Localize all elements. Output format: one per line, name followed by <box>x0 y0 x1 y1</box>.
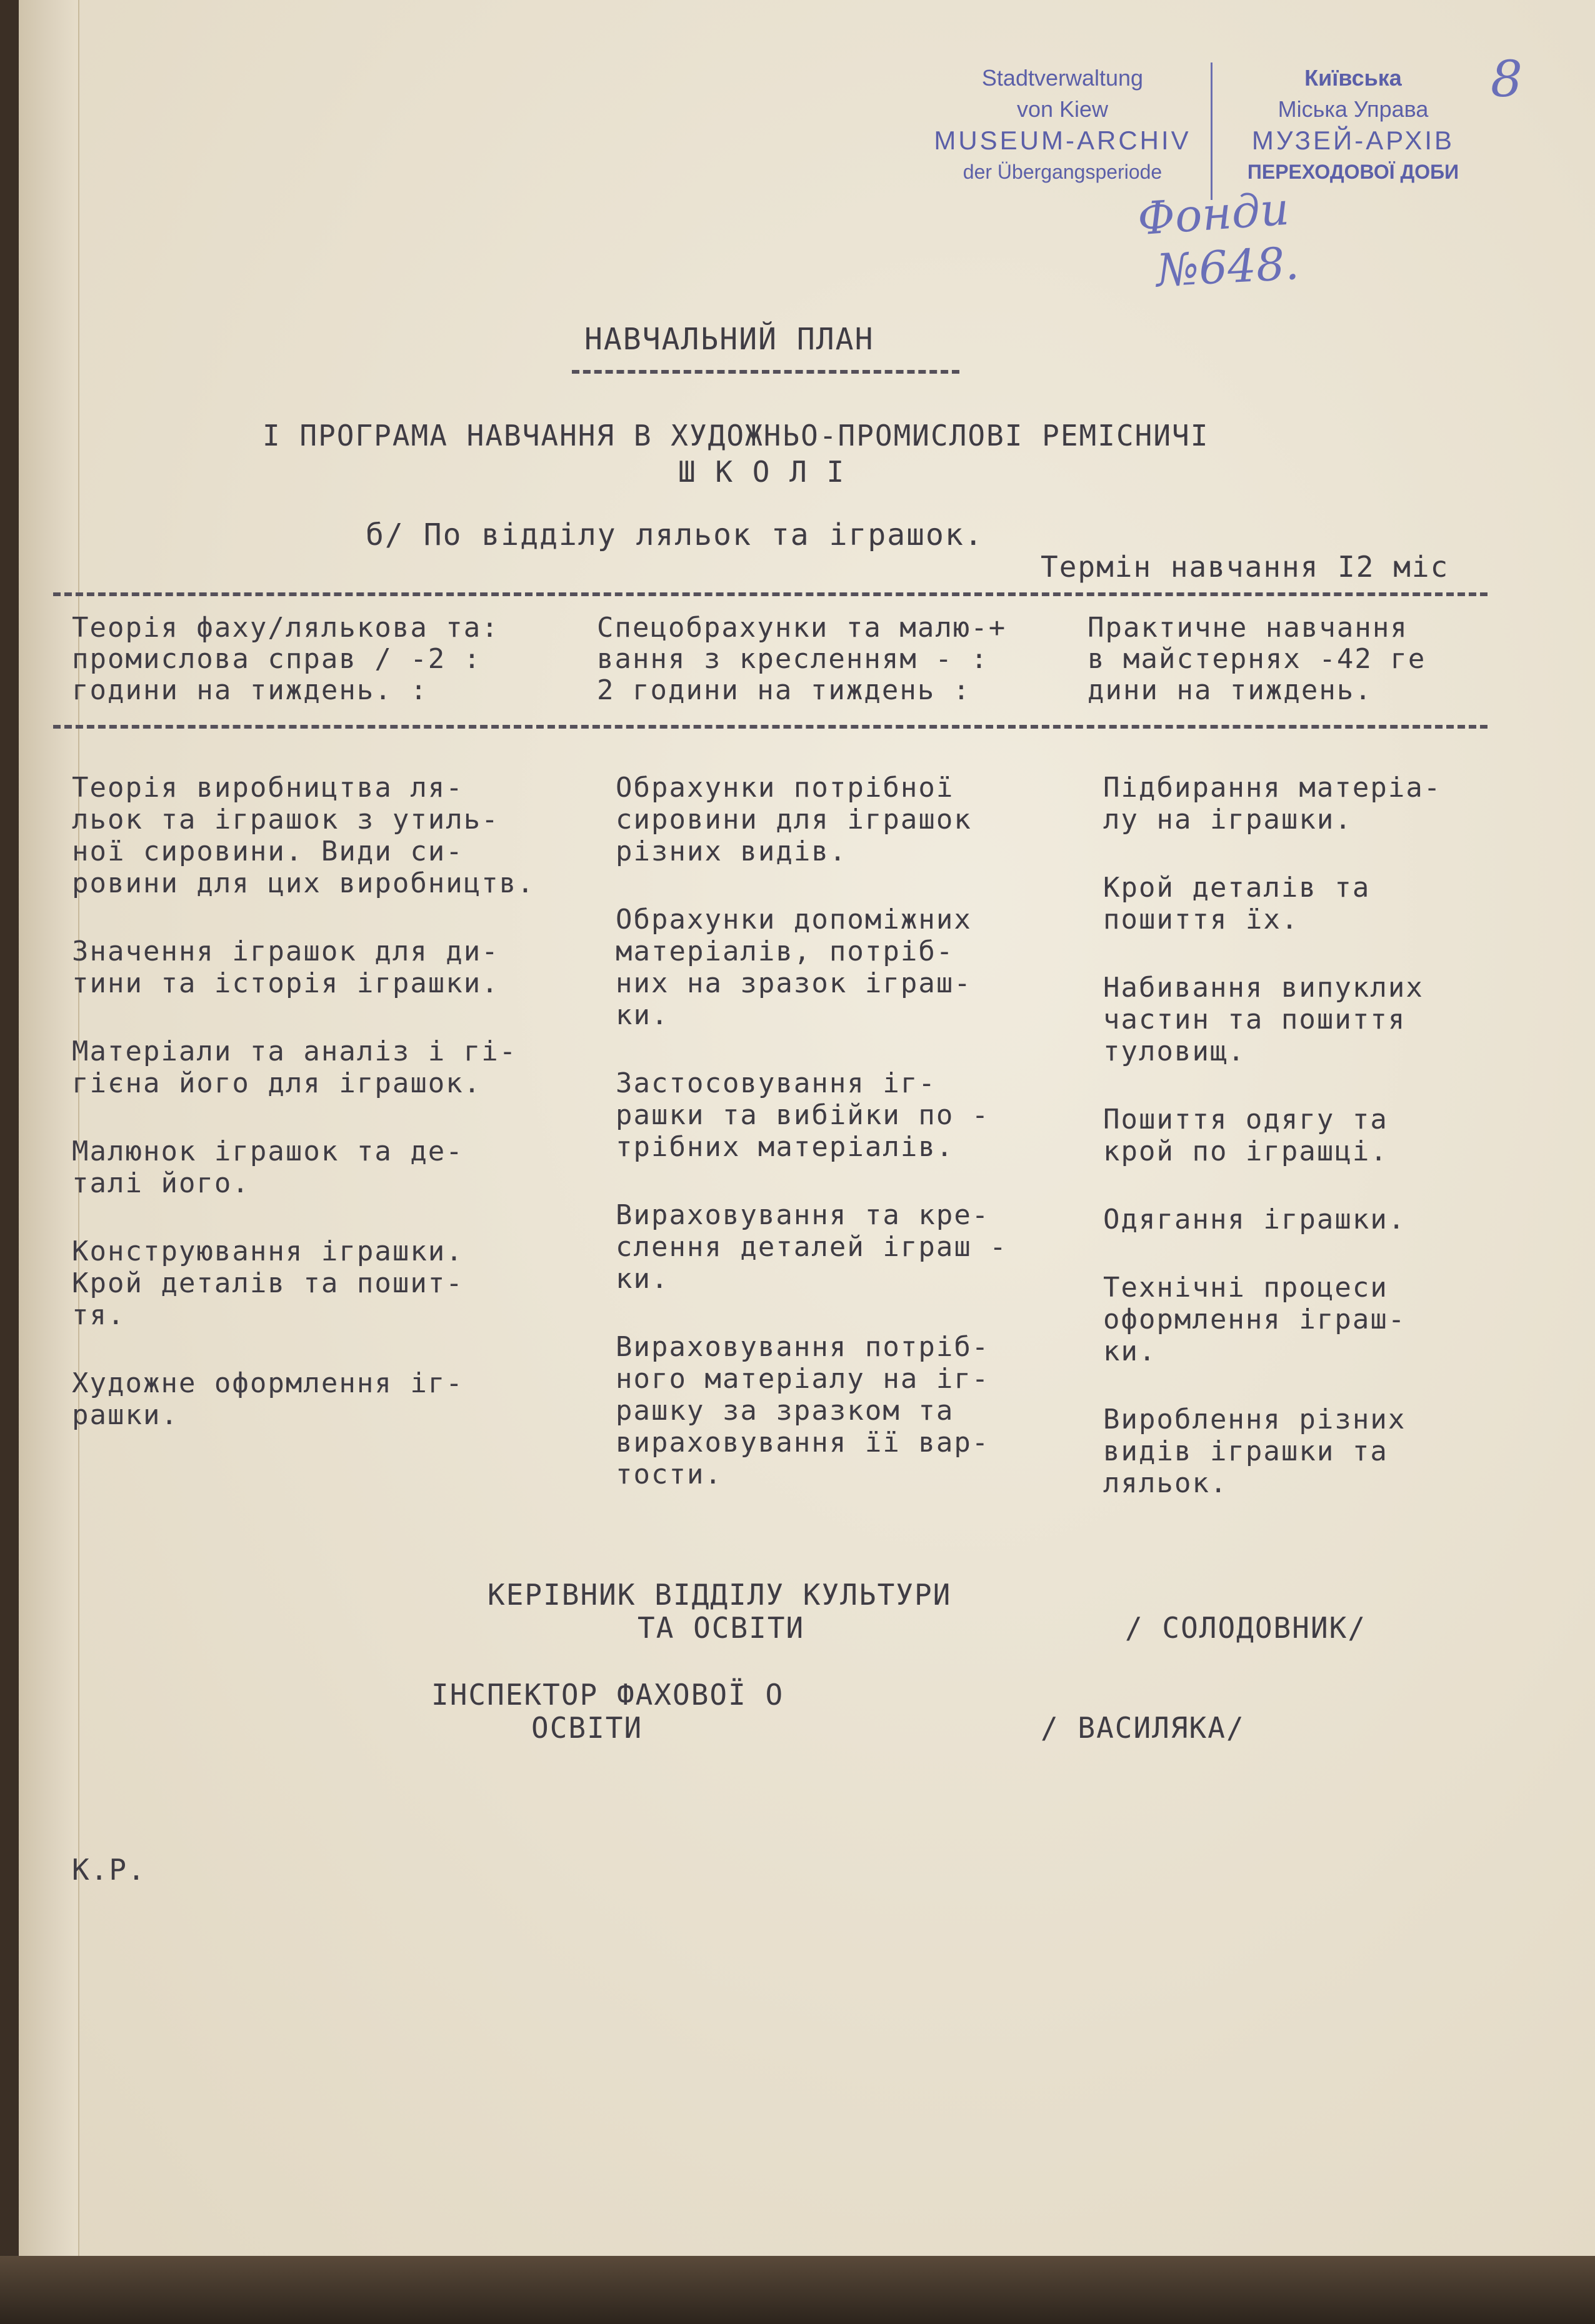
stamp-line: ПЕРЕХОДОВОЇ ДОБИ <box>1247 161 1459 183</box>
signatory-inspector-title: ІНСПЕКТОР ФАХОВОЇ О <box>431 1678 784 1712</box>
document-subtitle: І ПРОГРАМА НАВЧАННЯ В ХУДОЖНЬО-ПРОМИСЛОВІ РЕМІСНИЧІ <box>262 419 1209 452</box>
list-item: Застосовування іг- рашки та вибійки по - трібних матеріалів. <box>616 1067 990 1163</box>
study-term: Термін навчання І2 міс <box>1041 550 1449 584</box>
stamp-line: Stadtverwaltung <box>981 65 1144 91</box>
list-item: Підбирання матеріа- лу на іграшки. <box>1103 772 1442 835</box>
column-calculations <box>616 772 1091 1527</box>
stamp-line: МУЗЕЙ-АРХІВ <box>1251 126 1455 155</box>
list-item: Крой деталів та пошиття їх. <box>1103 872 1371 935</box>
stamp-line: der Übergangsperiode <box>962 161 1162 183</box>
list-item: Обрахунки потрібної сировини для іграшок різних видів. <box>616 772 972 867</box>
archive-stamp-german <box>919 62 1206 187</box>
header-cell-practice: Практичне навчання в майстернях -42 ге дини на тиждень. <box>1088 612 1426 706</box>
header-top-rule <box>53 592 1488 596</box>
handwritten-page-number: 8 <box>1491 50 1522 108</box>
list-item: Художне оформлення іг- рашки. <box>72 1367 464 1431</box>
archive-stamp-ukrainian <box>1216 62 1491 187</box>
header-bottom-rule <box>53 725 1488 729</box>
signatory-inspector-title-line2: ОСВІТИ <box>531 1711 643 1745</box>
handwritten-fond-number: №648. <box>1154 237 1301 297</box>
header-cell-theory: Теорія фаху/ляльковa та: промислова справ / -2 : години на тиждень. : <box>72 612 499 706</box>
list-item: Набивання випуклих частин та пошиття туловищ. <box>1103 972 1424 1067</box>
page-binding-edge <box>19 0 79 2256</box>
header-cell-calculations: Спецобрахунки та малю-+ вання з кресленням - : 2 години на тиждень : <box>597 612 1007 706</box>
list-item: Малюнок іграшок та де- талі його. <box>72 1135 464 1199</box>
stamp-line: MUSEUM-ARCHIV <box>934 126 1191 155</box>
list-item: Вироблення різних видів іграшки та ляльок. <box>1103 1404 1406 1499</box>
document-subtitle-school: Ш К О Л І <box>678 455 846 489</box>
document-title: НАВЧАЛЬНИЙ ПЛАН <box>584 322 874 357</box>
list-item: Вираховування потріб- ного матеріалу на іг- рашку за зразком та вираховування її вар- тости. <box>616 1331 990 1490</box>
section-heading: б/ По відділу ляльок та іграшок. <box>366 517 984 552</box>
list-item: Пошиття одягу та крой по іграшці. <box>1103 1104 1388 1167</box>
signatory-head-name: / СОЛОДОВНИК/ <box>1125 1611 1367 1645</box>
list-item: Технічні процеси оформлення іграш- ки. <box>1103 1272 1406 1367</box>
list-item: Обрахунки допоміжних матеріалів, потріб- них на зразок іграш- ки. <box>616 904 972 1031</box>
stamp-divider <box>1211 62 1212 200</box>
column-practice <box>1103 772 1578 1535</box>
list-item: Одягання іграшки. <box>1103 1204 1406 1235</box>
column-theory <box>72 772 547 1467</box>
list-item: Вираховування та кре- слення деталей іграш - ки. <box>616 1199 1008 1295</box>
typist-initials: К.Р. <box>72 1853 146 1887</box>
list-item: Теорія виробництва ля- льок та іграшок з утиль- ної сировини. Види си- ровини для цих виробництв. <box>72 772 535 899</box>
signatory-inspector-name: / ВАСИЛЯКА/ <box>1041 1711 1245 1745</box>
list-item: Матеріали та аналіз і гі- гієна його для іграшок. <box>72 1035 518 1099</box>
list-item: Значення іграшок для ди- тини та історія іграшки. <box>72 935 499 999</box>
handwritten-fond-label: Фонди <box>1136 182 1291 246</box>
signatory-head-title: КЕРІВНИК ВІДДІЛУ КУЛЬТУРИ <box>488 1578 952 1612</box>
stamp-line: von Kiew <box>1016 96 1109 122</box>
list-item: Конструювання іграшки. Крой деталів та пошит- тя. <box>72 1235 464 1331</box>
page-bottom-shadow <box>0 2256 1595 2324</box>
stamp-line: Київська <box>1304 65 1402 91</box>
signatory-head-title-line2: ТА ОСВІТИ <box>638 1611 805 1645</box>
title-underline <box>572 370 959 374</box>
stamp-line: Міська Управа <box>1278 96 1429 122</box>
